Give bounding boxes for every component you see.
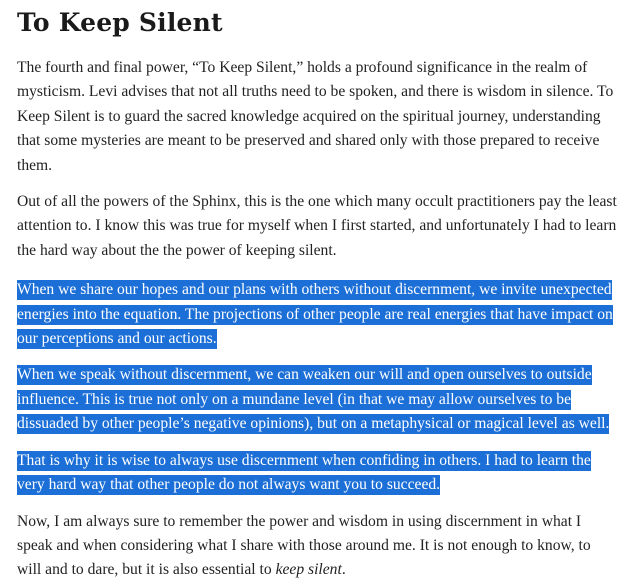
paragraph-3-selected[interactable] xyxy=(17,278,617,351)
emphasis-keep-silent: keep silent xyxy=(275,561,342,579)
article-title: To Keep Silent xyxy=(17,8,223,37)
paragraph-6-text: Now, I am always sure to remember the power and wisdom in using discernment in what I speak and when considering what I share with those around me. It is not enough to know, to will and to dare, but it is also essential to xyxy=(17,512,591,579)
paragraph-6-end: . xyxy=(341,561,346,579)
selected-text-4[interactable]: When we speak without discernment, we can weaken our will and open ourselves to outside influence. This is true not only on a mundane level (in that we may allow ourselves to be dissuaded by other people’s negative opinions), but on a metaphysical or magical level as well. xyxy=(17,366,610,433)
paragraph-1[interactable]: The fourth and final power, “To Keep Silent,” holds a profound significance in the realm of mysticism. Levi advises that not all truths need to be spoken, and there is wisdom in silence. To Keep Silent is to guard the sacred knowledge acquired on the spiritual journey, understanding that some mysteries are meant to be preserved and shared only with those prepared to receive them. xyxy=(17,59,614,174)
paragraph-5-selected[interactable] xyxy=(17,449,617,498)
paragraph-6[interactable] xyxy=(17,510,617,583)
selected-text-5[interactable]: That is why it is wise to always use discernment when confiding in others. I had to learn the very hard way that other people do not always want you to succeed. xyxy=(17,451,591,494)
paragraph-4-selected[interactable] xyxy=(17,363,617,436)
article xyxy=(17,0,617,583)
paragraph-2[interactable]: Out of all the powers of the Sphinx, this is the one which many occult practitioners pay the least attention to. I know this was true for myself when I first started, and unfortunately I had to learn the hard way about the the power of keeping silent. xyxy=(17,193,617,259)
selected-text-3[interactable]: When we share our hopes and our plans with others without discernment, we invite unexpected energies into the equation. The projections of other people are real energies that have impact on our perceptions and our actions. xyxy=(17,281,613,348)
